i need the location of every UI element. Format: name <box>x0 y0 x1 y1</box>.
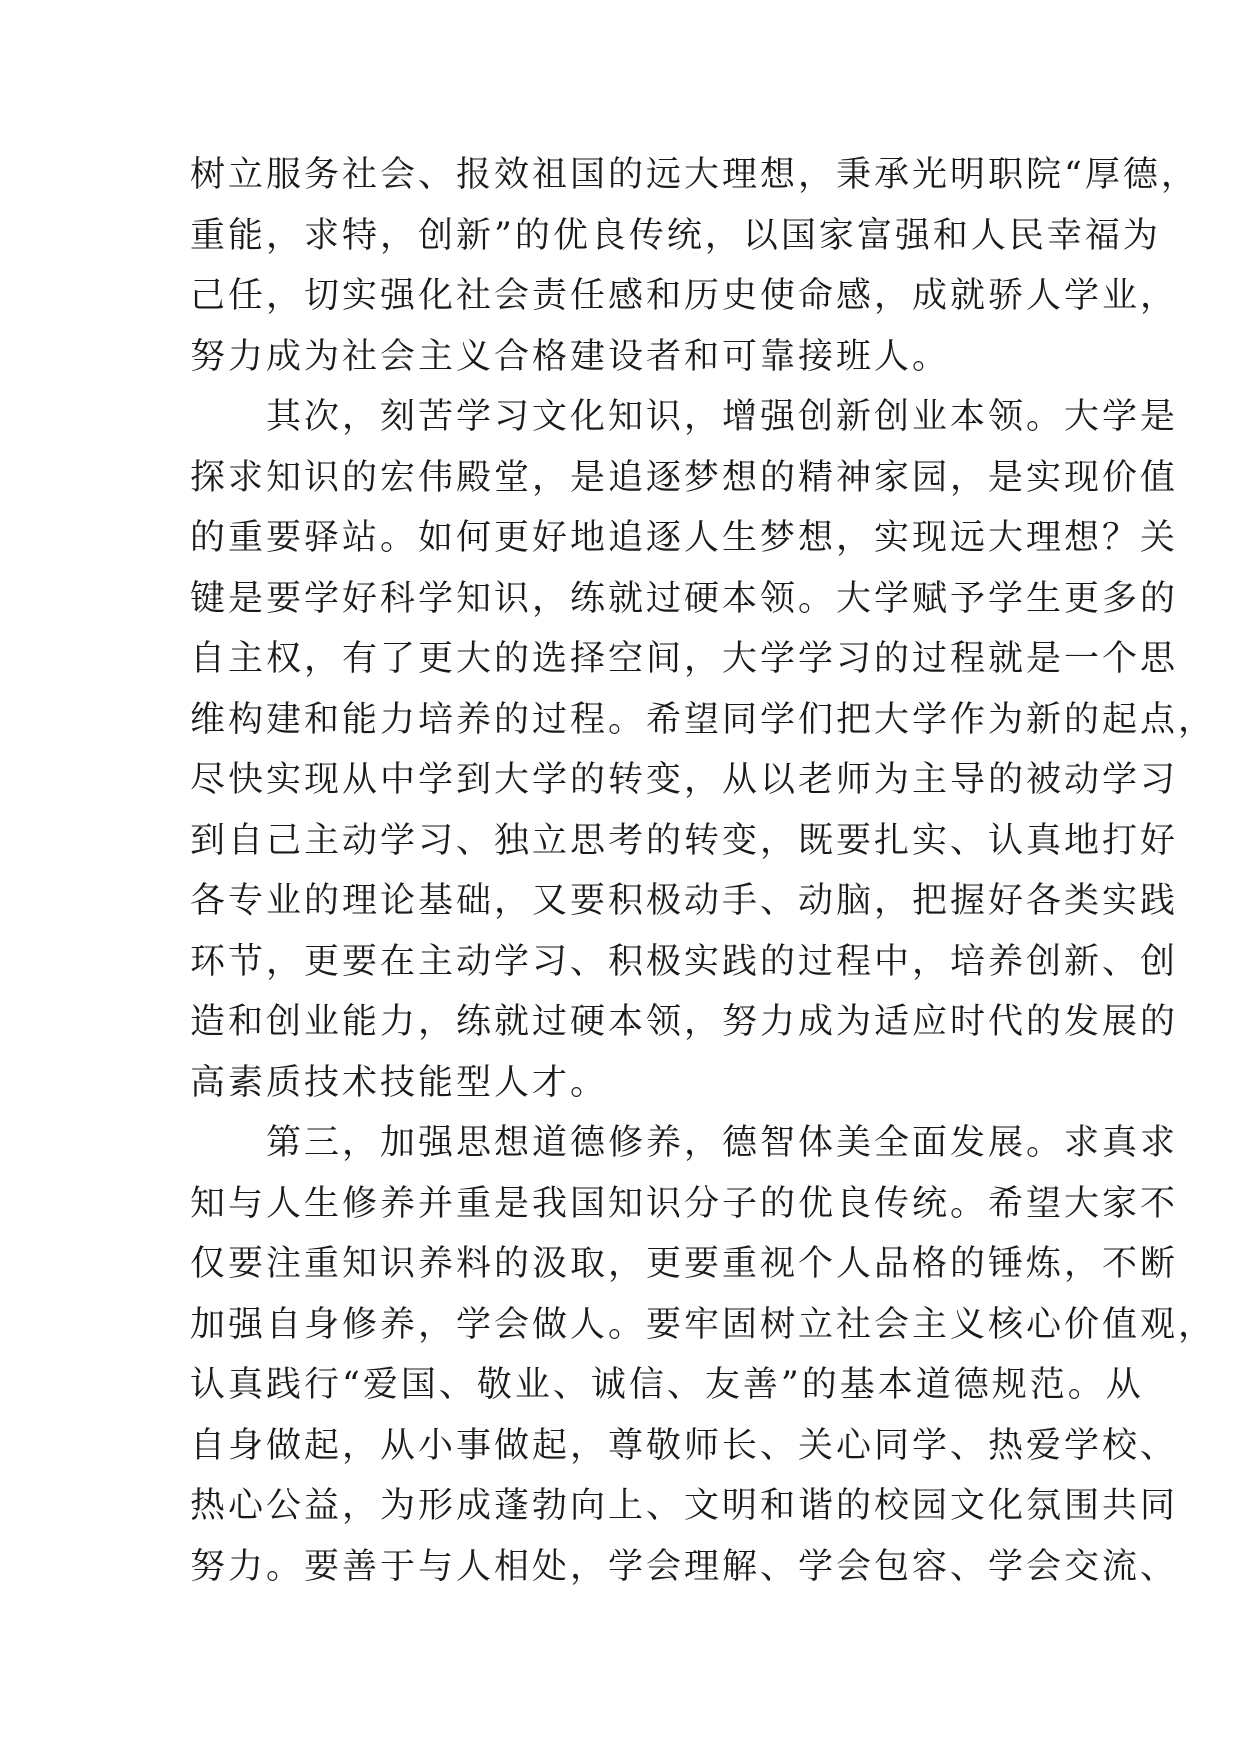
text-line-2: 重能，求特，创新”的优良传统，以国家富强和人民幸福为 <box>190 215 1161 256</box>
text-line-13: 各专业的理论基础，又要积极动手、动脑，把握好各类实践 <box>190 881 1179 921</box>
text-line-12: 到自己主动学习、独立思考的转变，既要扎实、认真地打好 <box>190 820 1179 861</box>
text-line-22: 自身做起，从小事做起，尊敬师长、关心同学、热爱学校、 <box>190 1425 1179 1466</box>
text-line-8: 键是要学好科学知识，练就过硬本领。大学赋予学生更多的 <box>190 578 1179 619</box>
text-line-9: 自主权，有了更大的选择空间，大学学习的过程就是一个思 <box>190 639 1179 679</box>
text-line-6: 探求知识的宏伟殿堂，是追逐梦想的精神家园，是实现价值 <box>190 457 1179 498</box>
text-line-5: 其次，刻苦学习文化知识，增强创新创业本领。大学是 <box>190 397 1179 437</box>
text-line-15: 造和创业能力，练就过硬本领，努力成为适应时代的发展的 <box>190 1002 1179 1042</box>
text-line-23: 热心公益，为形成蓬勃向上、文明和谐的校园文化氛围共同 <box>190 1486 1179 1526</box>
text-line-7: 的重要驿站。如何更好地追逐人生梦想，实现远大理想？关 <box>190 518 1179 558</box>
text-line-24: 努力。要善于与人相处，学会理解、学会包容、学会交流、 <box>190 1546 1179 1587</box>
document-page <box>190 145 1217 1597</box>
text-line-20: 加强自身修养，学会做人。要牢固树立社会主义核心价值观， <box>190 1304 1217 1345</box>
text-line-18: 知与人生修养并重是我国知识分子的优良传统。希望大家不 <box>190 1183 1179 1224</box>
text-line-3: 己任，切实强化社会责任感和历史使命感，成就骄人学业， <box>190 276 1179 316</box>
text-line-14: 环节，更要在主动学习、积极实践的过程中，培养创新、创 <box>190 941 1179 982</box>
text-line-4: 努力成为社会主义合格建设者和可靠接班人。 <box>190 336 951 377</box>
text-line-10: 维构建和能力培养的过程。希望同学们把大学作为新的起点， <box>190 699 1217 740</box>
text-line-11: 尽快实现从中学到大学的转变，从以老师为主导的被动学习 <box>190 760 1179 800</box>
text-line-16: 高素质技术技能型人才。 <box>190 1062 609 1103</box>
text-line-17: 第三，加强思想道德修养，德智体美全面发展。求真求 <box>190 1123 1179 1163</box>
text-line-21: 认真践行“爱国、敬业、诚信、友善”的基本道德规范。从 <box>190 1365 1144 1405</box>
text-line-1: 树立服务社会、报效祖国的远大理想，秉承光明职院“厚德， <box>190 155 1199 195</box>
text-line-19: 仅要注重知识养料的汲取，更要重视个人品格的锤炼，不断 <box>190 1244 1179 1284</box>
